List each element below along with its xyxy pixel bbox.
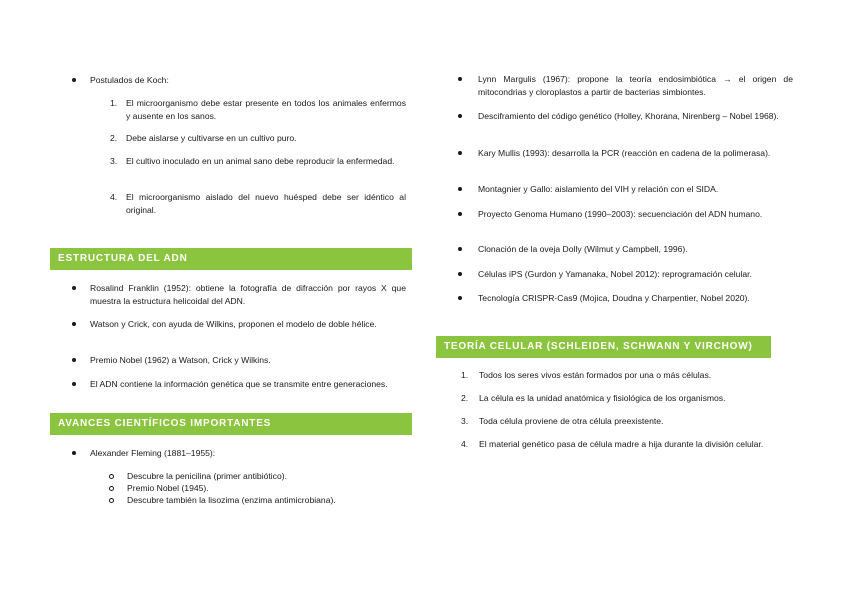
section-header-teoria: TEORÍA CELULAR (SCHLEIDEN, SCHWANN Y VIRCHOW) (436, 336, 771, 358)
bullet-icon (458, 212, 462, 216)
bullet-icon (458, 151, 462, 155)
fleming-item-text: Descubre también la lisozima (enzima antimicrobiana). (127, 495, 336, 505)
list-number: 2. (110, 133, 118, 143)
advance-item-text: Proyecto Genoma Humano (1990–2003): secuenciación del ADN humano. (478, 209, 763, 219)
koch-item-text: Debe aislarse y cultivarse en un cultivo puro. (126, 133, 297, 143)
adn-item-text: Watson y Crick, con ayuda de Wilkins, proponen el modelo de doble hélice. (90, 319, 377, 329)
fleming-item-text: Premio Nobel (1945). (127, 483, 209, 493)
bullet-icon (72, 78, 76, 82)
bullet-icon (458, 296, 462, 300)
adn-item-text: Rosalind Franklin (1952): obtiene la fotografía de difracción por rayos X que muestra la estructura helicoidal del ADN. (90, 283, 406, 306)
bullet-icon (72, 286, 76, 290)
circle-bullet-icon (109, 498, 114, 503)
bullet-icon (458, 114, 462, 118)
advance-item-text: Montagnier y Gallo: aislamiento del VIH y relación con el SIDA. (478, 184, 719, 194)
advance-item-text: Tecnología CRISPR-Cas9 (Mojica, Doudna y Charpentier, Nobel 2020). (478, 293, 750, 303)
list-number: 3. (110, 156, 118, 166)
list-number: 1. (461, 370, 469, 380)
advance-item-text: Lynn Margulis (1967): propone la teoría endosimbiótica → el origen de mitocondrias y cloroplastos a partir de bacterias simbiontes. (478, 74, 793, 97)
bullet-icon (458, 247, 462, 251)
list-number: 2. (461, 393, 469, 403)
list-number: 4. (110, 192, 118, 202)
advance-item-text: Kary Mullis (1993): desarrolla la PCR (reacción en cadena de la polimerasa). (478, 148, 771, 158)
bullet-icon (458, 272, 462, 276)
adn-item-text: Premio Nobel (1962) a Watson, Crick y Wilkins. (90, 355, 271, 365)
bullet-icon (72, 382, 76, 386)
list-number: 4. (461, 439, 469, 449)
koch-item-text: El microorganismo debe estar presente en todos los animales enfermos y ausente en los sanos. (126, 98, 406, 121)
fleming-title: Alexander Fleming (1881–1955): (90, 448, 216, 458)
fleming-item-text: Descubre la penicilina (primer antibiótico). (127, 471, 288, 481)
teoria-item-text: Todos los seres vivos están formados por una o más células. (479, 370, 712, 380)
teoria-item-text: Toda célula proviene de otra célula preexistente. (479, 416, 664, 426)
bullet-icon (458, 187, 462, 191)
section-header-adn: ESTRUCTURA DEL ADN (50, 248, 412, 270)
bullet-icon (458, 77, 462, 81)
advance-item-text: Clonación de la oveja Dolly (Wilmut y Campbell, 1996). (478, 244, 688, 254)
teoria-item-text: La célula es la unidad anatómica y fisiológica de los organismos. (479, 393, 726, 403)
list-item (110, 97, 406, 123)
circle-bullet-icon (109, 486, 114, 491)
koch-item-text: El microorganismo aislado del nuevo huésped debe ser idéntico al original. (126, 192, 406, 215)
list-number: 1. (110, 98, 118, 108)
advance-item-text: Células iPS (Gurdon y Yamanaka, Nobel 2012): reprogramación celular. (478, 269, 752, 279)
section-header-avances: AVANCES CIENTÍFICOS IMPORTANTES (50, 413, 412, 435)
circle-bullet-icon (109, 474, 114, 479)
bullet-icon (72, 451, 76, 455)
adn-item-text: El ADN contiene la información genética que se transmite entre generaciones. (90, 379, 388, 389)
koch-item-text: El cultivo inoculado en un animal sano debe reproducir la enfermedad. (126, 156, 395, 166)
bullet-icon (72, 358, 76, 362)
koch-title: Postulados de Koch: (90, 75, 169, 85)
bullet-icon (72, 322, 76, 326)
teoria-item-text: El material genético pasa de célula madre a hija durante la división celular. (479, 439, 764, 449)
advance-item-text: Desciframiento del código genético (Holley, Khorana, Nirenberg – Nobel 1968). (478, 111, 779, 121)
list-number: 3. (461, 416, 469, 426)
